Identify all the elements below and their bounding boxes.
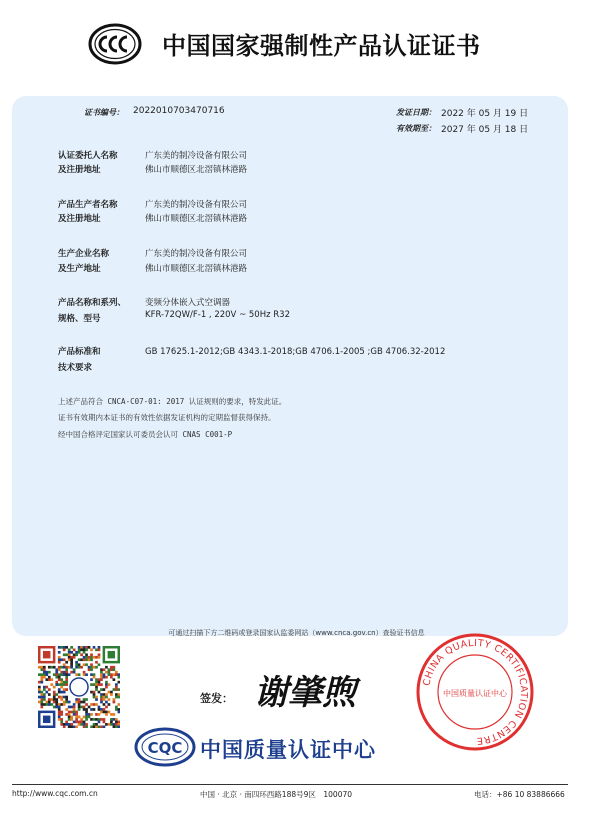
svg-text:中国质量认证中心: 中国质量认证中心 xyxy=(443,689,507,698)
row-label: 技术要求 xyxy=(58,363,93,373)
row-value: 广东美的制冷设备有限公司 xyxy=(145,200,248,210)
footer-address: 中国 · 北京 · 南四环西路188号9区 100070 xyxy=(200,790,353,799)
svg-text:谢肇煦: 谢肇煦 xyxy=(254,673,356,713)
verify-instructions: 可通过扫描下方二维码或登录国家认监委网站（www.cnca.gov.cn）查验证书信息 xyxy=(168,629,425,637)
footer-phone: 电话：+86 10 83886666 xyxy=(474,790,565,799)
official-seal-icon xyxy=(415,632,535,752)
row-value: 广东美的制冷设备有限公司 xyxy=(145,151,248,161)
cqc-logo-icon xyxy=(134,727,196,767)
row-label: 产品标准和 xyxy=(58,347,101,357)
row-value: 佛山市顺德区北滘镇林港路 xyxy=(145,165,248,175)
issue-date: 2022 年 05 月 19 日 xyxy=(441,109,529,119)
expiry-date: 2027 年 05 月 18 日 xyxy=(441,125,529,135)
row-label: 规格、型号 xyxy=(58,314,101,324)
handwritten-signature xyxy=(250,668,370,714)
svg-text:CQC: CQC xyxy=(147,739,183,757)
row-value: 变频分体嵌入式空调器 xyxy=(145,298,231,308)
svg-text:CHINA QUALITY CERTIFICATION CE: CHINA QUALITY CERTIFICATION CENTRE xyxy=(421,637,530,747)
issue-date-label: 发证日期： xyxy=(396,108,436,117)
qr-code-icon[interactable] xyxy=(38,646,120,728)
signature-label: 签发： xyxy=(200,692,233,705)
row-label: 产品生产者名称 xyxy=(58,200,118,210)
certificate-title: 中国国家强制性产品认证证书 xyxy=(162,32,481,60)
organization-name: 中国质量认证中心 xyxy=(200,738,376,762)
row-label: 认证委托人名称 xyxy=(58,151,118,161)
footer-divider xyxy=(12,784,568,785)
row-value: 广东美的制冷设备有限公司 xyxy=(145,249,248,259)
footer-website-link[interactable]: http://www.cqc.com.cn xyxy=(12,789,98,798)
row-value: KFR-72QW/F-1 , 220V ~ 50Hz R32 xyxy=(145,310,290,320)
note-line: 经中国合格评定国家认可委员会认可 CNAS C001-P xyxy=(58,430,233,439)
row-label: 及注册地址 xyxy=(58,214,101,224)
row-label: 生产企业名称 xyxy=(58,249,110,259)
note-line: 上述产品符合 CNCA-C07-01: 2017 认证规则的要求，特发此证。 xyxy=(58,397,287,406)
cert-number-label: 证书编号： xyxy=(84,108,124,117)
row-label: 及生产地址 xyxy=(58,264,101,274)
expiry-date-label: 有效期至： xyxy=(396,124,436,133)
row-value: GB 17625.1-2012;GB 4343.1-2018;GB 4706.1-2005 ;GB 4706.32-2012 xyxy=(145,347,446,357)
row-label: 产品名称和系列、 xyxy=(58,298,127,308)
cert-number: 2022010703470716 xyxy=(133,106,225,116)
note-line: 证书有效期内本证书的有效性依据发证机构的定期监督获得保持。 xyxy=(58,413,276,422)
row-value: 佛山市顺德区北滘镇林港路 xyxy=(145,214,248,224)
ccc-mark-icon xyxy=(88,22,142,66)
row-value: 佛山市顺德区北滘镇林港路 xyxy=(145,264,248,274)
row-label: 及注册地址 xyxy=(58,165,101,175)
